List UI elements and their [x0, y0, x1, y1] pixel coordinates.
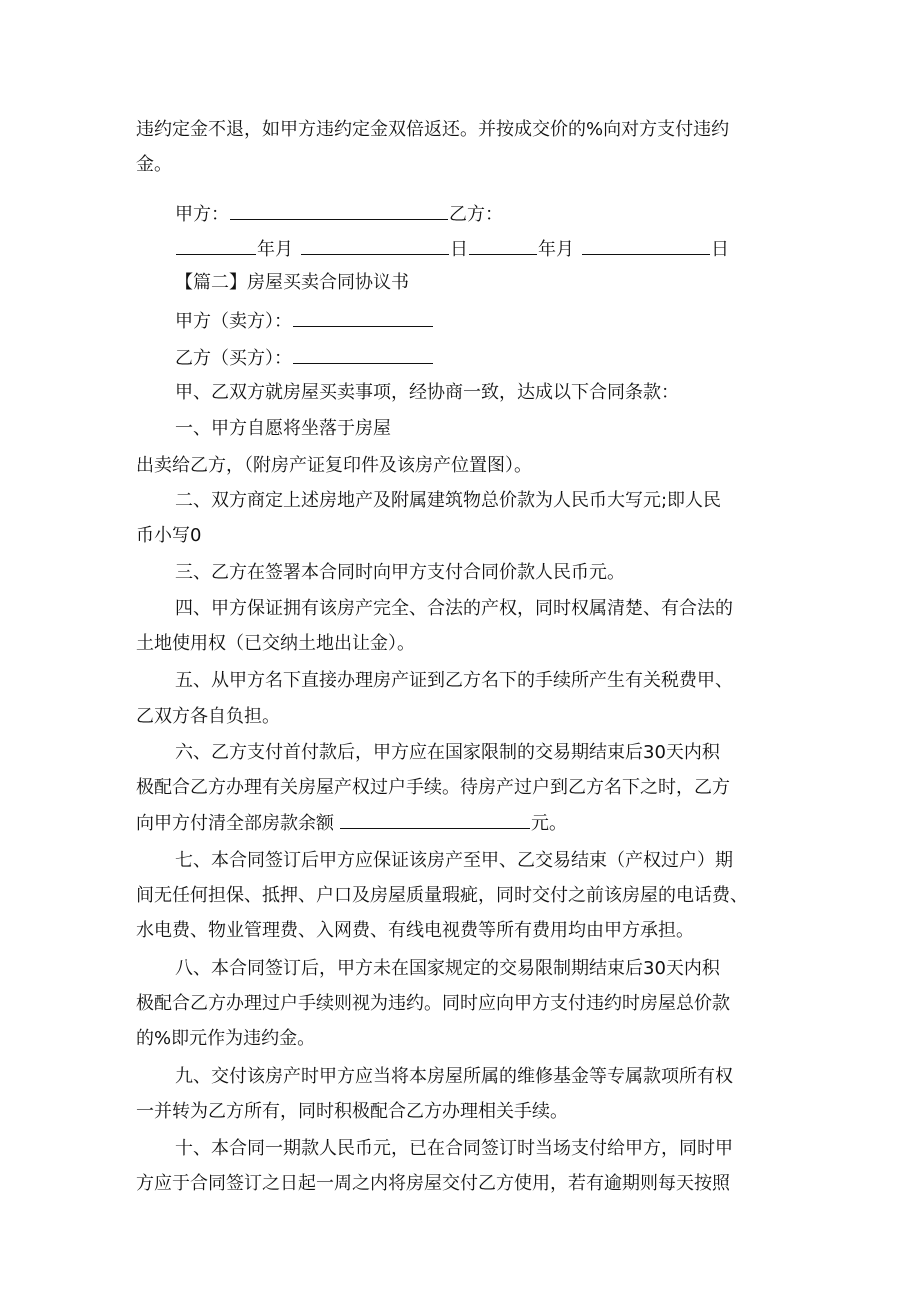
clause-1-line2: 出卖给乙方，（附房产证复印件及该房产位置图）。	[136, 455, 532, 476]
clause-8-line2: 极配合乙方办理过户手续则视为违约。同时应向甲方支付违约时房屋总价款	[136, 993, 730, 1014]
balance-blank	[340, 808, 530, 829]
clause-8-line3: 的%即元作为违约金。	[136, 1028, 316, 1049]
party-a-blank	[230, 199, 448, 220]
clause-9-line1: 九、交付该房产时甲方应当将本房屋所属的维修基金等专属款项所有权	[175, 1066, 733, 1087]
year-month-label-1: 年月	[257, 239, 293, 260]
clause-7-line1: 七、本合同签订后甲方应保证该房产至甲、乙交易结束（产权过户）期	[175, 850, 733, 871]
party-b-label: 乙方：	[449, 204, 503, 225]
day-label-2: 日	[711, 239, 729, 260]
seller-blank	[293, 306, 433, 327]
year-blank-2	[469, 234, 537, 255]
party-a-label: 甲方：	[175, 204, 229, 225]
section-title: 【篇二】房屋买卖合同协议书	[175, 272, 409, 293]
date-line	[175, 234, 729, 264]
clause-10-line1: 十、本合同一期款人民币元，已在合同签订时当场支付给甲方，同时甲	[175, 1138, 733, 1159]
day-label-1: 日	[450, 239, 468, 260]
paragraph-penalty-line1: 违约定金不退，如甲方违约定金双倍返还。并按成交价的%向对方支付违约	[136, 119, 730, 140]
intro-line: 甲、乙双方就房屋买卖事项，经协商一致，达成以下合同条款：	[175, 382, 679, 403]
year-month-label-2: 年月	[538, 239, 574, 260]
paragraph-penalty-line2: 金。	[136, 154, 172, 175]
day-blank-2	[582, 234, 710, 255]
clause-5-line2: 乙双方各自负担。	[136, 706, 280, 727]
clause-8-line1: 八、本合同签订后，甲方未在国家规定的交易限制期结束后30天内积	[175, 958, 720, 979]
clause-2-line1: 二、双方商定上述房地产及附属建筑物总价款为人民币大写元;即人民	[175, 490, 722, 511]
clause-2-line2: 币小写0	[136, 525, 202, 546]
day-blank-1	[301, 234, 449, 255]
clause-6-balance-text: 向甲方付清全部房款余额	[136, 813, 334, 834]
clause-10-line2: 方应于合同签订之日起一周之内将房屋交付乙方使用，若有逾期则每天按照	[136, 1173, 730, 1194]
clause-4-line1: 四、甲方保证拥有该房产完全、合法的产权，同时权属清楚、有合法的	[175, 598, 733, 619]
clause-6-line1: 六、乙方支付首付款后，甲方应在国家限制的交易期结束后30天内积	[175, 742, 720, 763]
clause-9-line2: 一并转为乙方所有，同时积极配合乙方办理相关手续。	[136, 1101, 568, 1122]
buyer-blank	[293, 343, 433, 364]
seller-line	[175, 306, 434, 336]
clause-4-line2: 土地使用权（已交纳土地出让金）。	[136, 633, 415, 654]
clause-1-line1: 一、甲方自愿将坐落于房屋	[175, 418, 391, 439]
seller-label: 甲方（卖方）：	[175, 311, 292, 332]
clause-6-line2: 极配合乙方办理有关房屋产权过户手续。待房产过户到乙方名下之时，乙方	[136, 777, 730, 798]
buyer-label: 乙方（买方）：	[175, 348, 292, 369]
clause-3: 三、乙方在签署本合同时向甲方支付合同价款人民币元。	[175, 562, 625, 583]
signature-line	[175, 199, 503, 229]
clause-7-line2: 间无任何担保、抵押、户口及房屋质量瑕疵，同时交付之前该房屋的电话费、	[136, 885, 748, 906]
clause-6-line3	[136, 808, 567, 838]
buyer-line	[175, 343, 434, 373]
clause-5-line1: 五、从甲方名下直接办理房产证到乙方名下的手续所产生有关税费甲、	[175, 670, 733, 691]
clause-7-line3: 水电费、物业管理费、入网费、有线电视费等所有费用均由甲方承担。	[136, 920, 694, 941]
year-blank-1	[176, 234, 256, 255]
clause-6-yuan: 元。	[531, 813, 567, 834]
